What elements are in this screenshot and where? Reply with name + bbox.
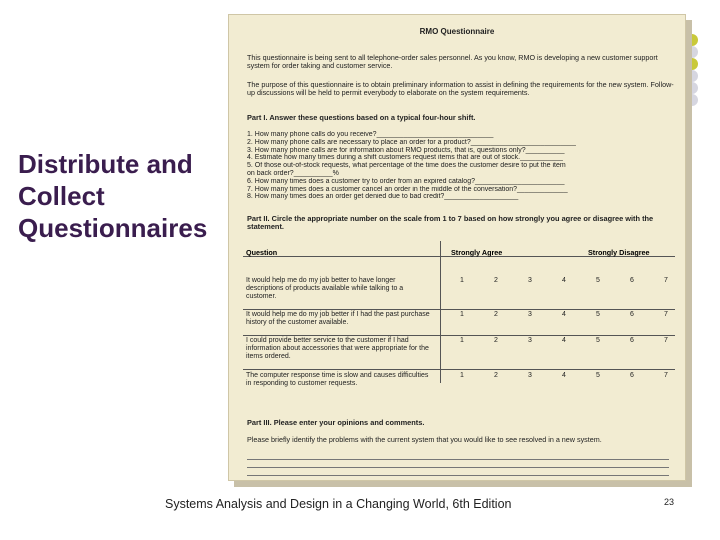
part2-heading: Part II. Circle the appropriate number on the scale from 1 to 7 based on how strongly you agree or disagree with the statement.	[247, 214, 654, 232]
part1-question: on back order?__________%	[247, 169, 339, 177]
strongly-disagree-label: Strongly Disagree	[588, 248, 650, 257]
part1-question: 5. Of those out-of-stock requests, what percentage of the time does the customer desire to put the item	[247, 162, 566, 170]
intro-paragraph-1: This questionnaire is being sent to all telephone-order sales personnel. As you know, RMO is developing a new customer support system for order taking and customer service.	[247, 53, 658, 71]
scale-option[interactable]: 3	[528, 277, 532, 284]
row-divider	[243, 369, 675, 370]
slide-title: Distribute and Collect Questionnaires	[18, 149, 208, 243]
scale-option[interactable]: 6	[630, 337, 634, 344]
scale-option[interactable]: 5	[596, 311, 600, 318]
answer-line	[247, 459, 669, 460]
likert-statement: It would help me do my job better to have longer descriptions of products available while talking to a customer.	[246, 277, 404, 300]
part1-question: 8. How many times does an order get denied due to bad credit?___________________	[247, 193, 519, 201]
page-number: 23	[664, 497, 675, 507]
part1-question: 6. How many times does a customer try to order from an expired catalog?_______________________	[247, 177, 565, 185]
part1-question: 2. How many phone calls are necessary to place an order for a product?___________________________	[247, 138, 576, 146]
scale-option[interactable]: 7	[664, 337, 668, 344]
scale-option[interactable]: 7	[664, 372, 668, 379]
question-column-header: Question	[246, 248, 278, 257]
likert-statement: I could provide better service to the customer if I had information about accessories that were appropriate for the items ordered.	[246, 337, 429, 360]
likert-statement: It would help me do my job better if I had the past purchase history of the customer available.	[246, 311, 430, 326]
answer-line	[247, 475, 669, 476]
questionnaire-document	[228, 14, 686, 481]
scale-option[interactable]: 1	[460, 277, 464, 284]
row-divider	[243, 335, 675, 336]
scale-option[interactable]: 2	[494, 337, 498, 344]
scale-option[interactable]: 2	[494, 277, 498, 284]
part1-question: 7. How many times does a customer cancel an order in the middle of the conversation?_____________	[247, 185, 568, 193]
scale-option[interactable]: 2	[494, 372, 498, 379]
table-divider	[440, 241, 441, 383]
part1-heading: Part I. Answer these questions based on a typical four-hour shift.	[247, 113, 476, 122]
scale-option[interactable]: 2	[494, 311, 498, 318]
part1-question: 4. Estimate how many times during a shift customers request items that are out of stock.___________	[247, 154, 563, 162]
scale-option[interactable]: 4	[562, 311, 566, 318]
questionnaire-title: RMO Questionnaire	[419, 27, 495, 36]
slide-footer: Systems Analysis and Design in a Changing World, 6th Edition	[165, 497, 512, 511]
scale-option[interactable]: 1	[460, 311, 464, 318]
answer-line	[247, 467, 669, 468]
row-divider	[243, 309, 675, 310]
scale-option[interactable]: 5	[596, 277, 600, 284]
scale-option[interactable]: 6	[630, 372, 634, 379]
scale-option[interactable]: 3	[528, 337, 532, 344]
scale-option[interactable]: 5	[596, 337, 600, 344]
scale-option[interactable]: 3	[528, 311, 532, 318]
scale-option[interactable]: 7	[664, 311, 668, 318]
scale-option[interactable]: 5	[596, 372, 600, 379]
scale-option[interactable]: 3	[528, 372, 532, 379]
likert-statement: The computer response time is slow and causes difficulties in responding to customer requests.	[246, 372, 429, 387]
strongly-agree-label: Strongly Agree	[451, 248, 503, 257]
scale-option[interactable]: 4	[562, 337, 566, 344]
part1-question: 3. How many phone calls are for information about RMO products, that is, questions only?__________	[247, 146, 565, 154]
scale-option[interactable]: 4	[562, 372, 566, 379]
scale-option[interactable]: 1	[460, 337, 464, 344]
scale-option[interactable]: 4	[562, 277, 566, 284]
scale-option[interactable]: 1	[460, 372, 464, 379]
part1-question-list	[247, 131, 677, 201]
scale-option[interactable]: 6	[630, 277, 634, 284]
intro-paragraph-2: The purpose of this questionnaire is to obtain preliminary information to assist in defining the requirements for the new system. Follow-up discussions will be held to permit everybody to elaborate on the system requirements.	[247, 80, 674, 98]
part1-question: 1. How many phone calls do you receive?______________________________	[247, 131, 494, 138]
part3-prompt: Please briefly identify the problems with the current system that you would like to see resolved in a new system.	[247, 435, 602, 444]
likert-table-header	[243, 241, 675, 257]
part3-heading: Part III. Please enter your opinions and comments.	[247, 418, 425, 427]
scale-option[interactable]: 6	[630, 311, 634, 318]
scale-option[interactable]: 7	[664, 277, 668, 284]
likert-table	[243, 241, 675, 387]
